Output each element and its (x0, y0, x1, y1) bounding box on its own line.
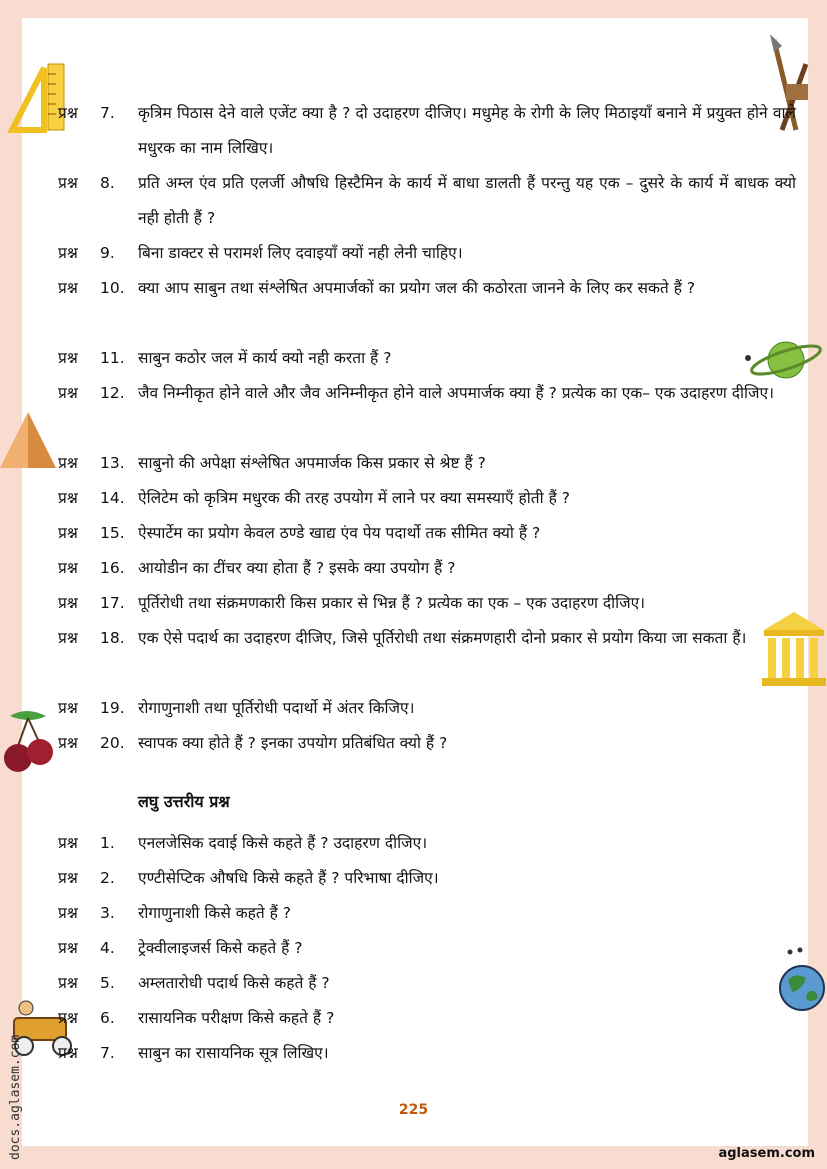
question-number: 10. (100, 279, 125, 297)
question-text: रोगाणुनाशी किसे कहते हैं ? (138, 904, 292, 922)
question-number: 6. (100, 1009, 115, 1027)
question-text: एण्टीसेप्टिक औषधि किसे कहते हैं ? परिभाषा दीजिए। (138, 869, 439, 887)
question-text: एक ऐसे पदार्थ का उदाहरण दीजिए, जिसे पूर्तिरोधी तथा संक्रमणहारी दोनो प्रकार से प्रयोग किया जा सकता हैं। (138, 629, 747, 647)
question-number: 5. (100, 974, 115, 992)
question-item (58, 1036, 796, 1071)
question-item (58, 826, 796, 861)
question-item (58, 861, 796, 896)
question-item (58, 1001, 796, 1036)
question-item (58, 481, 796, 516)
question-label: प्रश्न (58, 349, 78, 367)
question-text: प्रति अम्ल एंव प्रति एलर्जी औषधि हिस्टैमिन के कार्य में बाधा डालती हैं परन्तु यह एक – दुसरे के कार्य में बाधक क्यो नही होती हैं ? (138, 174, 796, 227)
question-text: ऐलिटेम को कृत्रिम मधुरक की तरह उपयोग में लाने पर क्या समस्याएँ होती हैं ? (138, 489, 570, 507)
question-label: प्रश्न (58, 174, 78, 192)
question-text: अम्लतारोधी पदार्थ किसे कहते हैं ? (138, 974, 330, 992)
question-text: ट्रेक्वीलाइजर्स किसे कहते हैं ? (138, 939, 303, 957)
question-number: 13. (100, 454, 125, 472)
question-item (58, 341, 796, 376)
question-item (58, 691, 796, 726)
question-label: प्रश्न (58, 524, 78, 542)
question-text: साबुनो की अपेक्षा संश्लेषित अपमार्जक किस प्रकार से श्रेष्ट हैं ? (138, 454, 486, 472)
side-watermark: docs.aglasem.com (8, 1034, 23, 1160)
question-label: प्रश्न (58, 279, 78, 297)
question-number: 7. (100, 1044, 115, 1062)
question-number: 15. (100, 524, 125, 542)
question-item (58, 446, 796, 481)
question-text: जैव निम्नीकृत होने वाले और जैव अनिम्नीकृत होने वाले अपमार्जक क्या हैं ? प्रत्येक का एक– एक उदाहरण दीजिए। (138, 384, 774, 402)
question-text: पूर्तिरोधी तथा संक्रमणकारी किस प्रकार से भिन्न हैं ? प्रत्येक का एक – एक उदाहरण दीजिए। (138, 594, 646, 612)
question-item (58, 236, 796, 271)
question-label: प्रश्न (58, 384, 78, 402)
question-item (58, 516, 796, 551)
question-number: 8. (100, 174, 115, 192)
question-number: 20. (100, 734, 125, 752)
question-number: 9. (100, 244, 115, 262)
question-number: 1. (100, 834, 115, 852)
question-text: साबुन कठोर जल में कार्य क्यो नही करता हैं ? (138, 349, 392, 367)
question-label: प्रश्न (58, 559, 78, 577)
question-number: 2. (100, 869, 115, 887)
question-label: प्रश्न (58, 1044, 78, 1062)
question-item (58, 896, 796, 931)
question-item (58, 931, 796, 966)
pyramid-icon (0, 410, 58, 472)
question-text: कृत्रिम पिठास देने वाले एजेंट क्या है ? दो उदाहरण दीजिए। मधुमेह के रोगी के लिए मिठाइयाँ बनाने में प्रयुक्त होने वाले मधुरक का नाम लिखिए। (138, 104, 796, 157)
question-number: 19. (100, 699, 125, 717)
question-text: ऐस्पार्टेम का प्रयोग केवल ठण्डे खाद्य एंव पेय पदार्थो तक सीमित क्यो हैं ? (138, 524, 541, 542)
question-text: आयोडीन का टींचर क्या होता हैं ? इसके क्या उपयोग हैं ? (138, 559, 456, 577)
question-label: प्रश्न (58, 904, 78, 922)
question-label: प्रश्न (58, 244, 78, 262)
question-label: प्रश्न (58, 454, 78, 472)
question-label: प्रश्न (58, 104, 78, 122)
question-number: 16. (100, 559, 125, 577)
question-number: 12. (100, 384, 125, 402)
question-label: प्रश्न (58, 939, 78, 957)
page-number: 225 (398, 1102, 429, 1118)
section-title: लघु उत्तरीय प्रश्न (138, 792, 230, 811)
cherries-icon (2, 706, 58, 780)
question-item (58, 376, 796, 411)
question-number: 4. (100, 939, 115, 957)
question-label: प्रश्न (58, 1009, 78, 1027)
question-label: प्रश्न (58, 734, 78, 752)
question-number: 3. (100, 904, 115, 922)
question-number: 7. (100, 104, 115, 122)
question-label: प्रश्न (58, 594, 78, 612)
question-label: प्रश्न (58, 629, 78, 647)
question-item (58, 966, 796, 1001)
question-item (58, 586, 796, 621)
question-text: क्या आप साबुन तथा संश्लेषित अपमार्जकों का प्रयोग जल की कठोरता जानने के लिए कर सकते हैं ? (138, 279, 696, 297)
question-number: 11. (100, 349, 125, 367)
site-footer[interactable]: aglasem.com (718, 1146, 815, 1161)
question-text: रासायनिक परीक्षण किसे कहते हैं ? (138, 1009, 335, 1027)
question-text: एनलजेसिक दवाई किसे कहते हैं ? उदाहरण दीजिए। (138, 834, 428, 852)
question-item (58, 726, 796, 761)
question-label: प्रश्न (58, 699, 78, 717)
question-number: 17. (100, 594, 125, 612)
question-item (58, 166, 796, 236)
question-item (58, 551, 796, 586)
question-number: 14. (100, 489, 125, 507)
question-text: बिना डाक्टर से परामर्श लिए दवाइयाँ क्यों नही लेनी चाहिए। (138, 244, 463, 262)
question-label: प्रश्न (58, 834, 78, 852)
question-item (58, 96, 796, 166)
question-item (58, 621, 796, 656)
question-text: रोगाणुनाशी तथा पूर्तिरोधी पदार्थो में अंतर किजिए। (138, 699, 415, 717)
question-text: स्वापक क्या होते हैं ? इनका उपयोग प्रतिबंधित क्यो हैं ? (138, 734, 448, 752)
question-number: 18. (100, 629, 125, 647)
question-label: प्रश्न (58, 489, 78, 507)
question-text: साबुन का रासायनिक सूत्र लिखिए। (138, 1044, 329, 1062)
question-label: प्रश्न (58, 869, 78, 887)
question-item (58, 271, 796, 306)
question-label: प्रश्न (58, 974, 78, 992)
